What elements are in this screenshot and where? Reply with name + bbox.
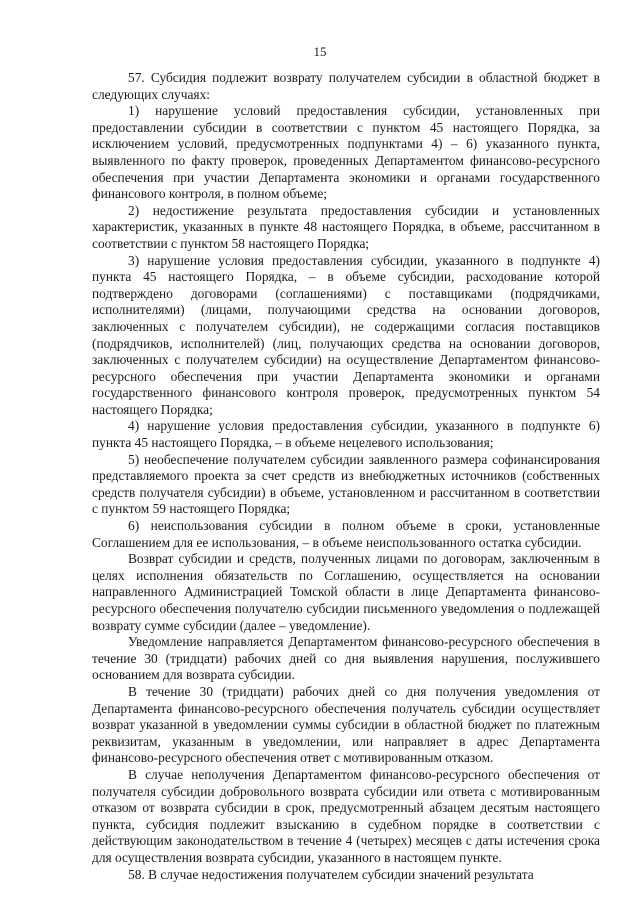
paragraph-item-5: 5) необеспечение получателем субсидии заявленного размера софинансирования представляемого проекта за счет средств из внебюджетных источников (собственных средств получателя субсидии) в объеме, установленном и рассчитанном в соответствии с пунктом 59 настоящего Порядка;: [92, 451, 600, 517]
paragraph-58-start: 58. В случае недостижения получателем субсидии значений результата: [128, 866, 534, 882]
paragraph-item-2: 2) недостижение результата предоставления субсидии и установленных характеристик, указанных в пункте 48 настоящего Порядка, в объеме, рассчитанном в соответствии с пунктом 58 настоящего Порядка;: [92, 202, 600, 251]
paragraph-notification-term: Уведомление направляется Департаментом финансово-ресурсного обеспечения в течение 30 (тридцати) рабочих дней со дня выявления нарушения, послужившего основанием для возврата субсидии.: [92, 634, 600, 683]
paragraph-item-1: 1) нарушение условий предоставления субсидии, установленных при предоставлении субсидии в соответствии с пунктом 45 настоящего Порядка, за исключением условий, предусмотренных подпунктами 4) – 6) указанного пункта, выявленного по факту проверок, проведенных Департаментом финансово-ресурсного обеспечения при участии Департамента экономики и органами государственного финансового контроля, в полном объеме;: [92, 103, 600, 202]
paragraph-item-3: 3) нарушение условия предоставления субсидии, указанного в подпункте 4) пункта 45 настоящего Порядка, – в объеме субсидии, расходование которой подтверждено договорами (соглашениями) с поставщиками (подрядчиками, исполнителями) (лицами, получающими средства на основании договоров, заключенных с получателем субсидии), не содержащими согласия поставщиков (подрядчиков, исполнителей) (лиц, получающих средства на основании договоров, заключенных с получателем субсидии) на осуществление Департаментом финансово-ресурсного обеспечения при участии Департамента экономики и органами государственного финансового контроля проверок, предусмотренных пунктом 54 настоящего Порядка;: [92, 252, 600, 417]
paragraph-return-basis: Возврат субсидии и средств, полученных лицами по договорам, заключенным в целях исполнения обязательств по Соглашению, осуществляется на основании направленного Администрацией Томской области в лице Департамента финансово-ресурсного обеспечения получателю субсидии письменного уведомления о подлежащей возврату сумме субсидии (далее – уведомление).: [92, 551, 600, 633]
paragraph-judicial-recovery: В случае неполучения Департаментом финансово-ресурсного обеспечения от получателя субсидии добровольного возврата субсидии или ответа с мотивированным отказом от возврата субсидии в срок, предусмотренный абзацем десятым настоящего пункта, субсидия подлежит взысканию в судебном порядке в соответствии с действующим законодательством в течение 4 (четырех) месяцев с даты истечения срока для осуществления возврата субсидии, указанного в настоящем пункте.: [92, 766, 600, 865]
paragraph-return-procedure: В течение 30 (тридцати) рабочих дней со дня получения уведомления от Департамента финансово-ресурсного обеспечения получатель субсидии осуществляет возврат указанной в уведомлении суммы субсидии в областной бюджет по платежным реквизитам, указанным в уведомлении, или направляет в адрес Департамента финансово-ресурсного обеспечения ответ с мотивированным отказом.: [92, 683, 600, 766]
page-number: 15: [313, 44, 327, 59]
paragraph-item-4: 4) нарушение условия предоставления субсидии, указанного в подпункте 6) пункта 45 настоящего Порядка, – в объеме нецелевого использования;: [92, 418, 600, 451]
paragraph-item-6: 6) неиспользования субсидии в полном объеме в сроки, установленные Соглашением для ее использования, – в объеме неиспользованного остатка субсидии.: [92, 518, 600, 550]
document-body: [92, 70, 600, 883]
paragraph-57-intro: 57. Субсидия подлежит возврату получателем субсидии в областной бюджет в следующих случаях:: [92, 70, 600, 102]
